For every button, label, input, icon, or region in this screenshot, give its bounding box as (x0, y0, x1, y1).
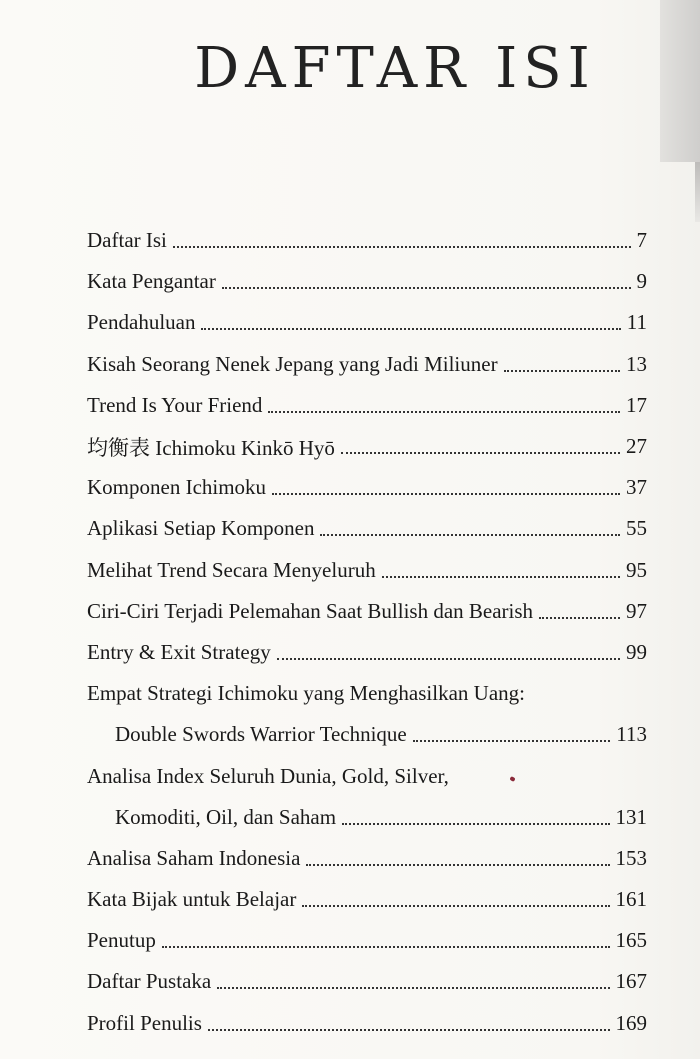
toc-entry-analisa-saham (87, 838, 647, 879)
toc-entry-label: Komoditi, Oil, dan Saham (115, 804, 337, 829)
dot-leader (413, 719, 611, 742)
toc-entry-ciri-pelemahan (87, 591, 647, 632)
toc-entry-label: Daftar Isi (87, 228, 167, 253)
dot-leader (222, 266, 631, 289)
toc-entry-label: Kata Pengantar (87, 269, 216, 294)
toc-entry-page: 13 (626, 351, 647, 376)
dot-leader (277, 637, 620, 660)
toc-entry-label: Profil Penulis (87, 1010, 202, 1035)
toc-entry-label: Entry & Exit Strategy (87, 639, 271, 664)
dot-leader (217, 966, 609, 989)
dot-leader (268, 390, 620, 413)
toc-entry-kata-pengantar (87, 261, 647, 302)
toc-entry-page: 97 (626, 598, 647, 623)
toc-entry-analisa-index (87, 755, 647, 796)
toc-entry-label: Kisah Seorang Nenek Jepang yang Jadi Miliuner (87, 351, 498, 376)
dot-leader (208, 1008, 610, 1031)
toc-entry-page: 161 (615, 887, 647, 912)
toc-entry-label: Aplikasi Setiap Komponen (87, 516, 315, 541)
dot-leader (272, 472, 620, 495)
toc-entry-label: Daftar Pustaka (87, 969, 212, 994)
toc-entry-label: Analisa Index Seluruh Dunia, Gold, Silver, (87, 763, 449, 788)
toc-entry-label: Kata Bijak untuk Belajar (87, 887, 297, 912)
toc-entry-label: Pendahuluan (87, 310, 196, 335)
toc-entry-double-swords (87, 714, 647, 755)
toc-entry-label: Komponen Ichimoku (87, 475, 267, 500)
toc-entry-page: 113 (616, 722, 647, 747)
toc-entry-label: 均衡表 Ichimoku Kinkō Hyō (87, 435, 335, 460)
toc-entry-page: 9 (636, 269, 647, 294)
toc-entry-page: 37 (626, 475, 647, 500)
toc-entry-profil-penulis (87, 1003, 647, 1044)
toc-entry-komoditi (87, 797, 647, 838)
toc-entry-empat-strategi (87, 673, 647, 714)
toc-entry-page: 167 (615, 969, 647, 994)
toc-entry-daftar-isi (87, 220, 647, 261)
toc-entry-page: 165 (615, 928, 647, 953)
toc-entry-page: 99 (626, 639, 647, 664)
toc-entry-label: Analisa Saham Indonesia (87, 845, 301, 870)
toc-entry-kisah-nenek (87, 344, 647, 385)
toc-entry-daftar-pustaka (87, 961, 647, 1002)
toc-entry-page: 95 (626, 557, 647, 582)
toc-entry-penutup (87, 920, 647, 961)
toc-entry-page: 11 (626, 310, 647, 335)
dot-leader (302, 884, 609, 907)
table-of-contents (87, 220, 647, 1044)
toc-entry-page: 7 (636, 228, 647, 253)
dot-leader (306, 843, 609, 866)
toc-entry-page: 27 (626, 434, 647, 459)
dot-leader (539, 596, 620, 619)
dot-leader (201, 307, 620, 330)
toc-entry-komponen-ichimoku (87, 467, 647, 508)
toc-entry-page: 131 (615, 804, 647, 829)
toc-entry-page: 17 (626, 392, 647, 417)
toc-entry-entry-exit (87, 632, 647, 673)
dot-leader (173, 225, 631, 248)
toc-entry-label: Ciri-Ciri Terjadi Pelemahan Saat Bullish dan Bearish (87, 598, 534, 623)
page-title: DAFTAR ISI (194, 36, 596, 101)
toc-entry-page: 169 (615, 1010, 647, 1035)
toc-entry-trend-friend (87, 385, 647, 426)
toc-entry-label: Empat Strategi Ichimoku yang Menghasilkan Uang: (87, 681, 525, 706)
toc-entry-label: Double Swords Warrior Technique (115, 722, 407, 747)
toc-entry-melihat-trend (87, 550, 647, 591)
toc-entry-page: 153 (615, 845, 647, 870)
toc-entry-ichimoku-kinko-hyo (87, 426, 647, 467)
dot-leader (504, 349, 620, 372)
toc-entry-aplikasi-komponen (87, 508, 647, 549)
toc-entry-label: Trend Is Your Friend (87, 392, 263, 417)
toc-entry-label: Melihat Trend Secara Menyeluruh (87, 557, 376, 582)
dot-leader (162, 925, 610, 948)
dot-leader (341, 431, 620, 454)
toc-entry-page: 55 (626, 516, 647, 541)
toc-entry-kata-bijak (87, 879, 647, 920)
dot-leader (342, 802, 609, 825)
toc-entry-label: Penutup (87, 928, 156, 953)
page-edge-line (695, 162, 700, 222)
dot-leader (382, 555, 620, 578)
toc-entry-pendahuluan (87, 302, 647, 343)
dot-leader (320, 513, 620, 536)
